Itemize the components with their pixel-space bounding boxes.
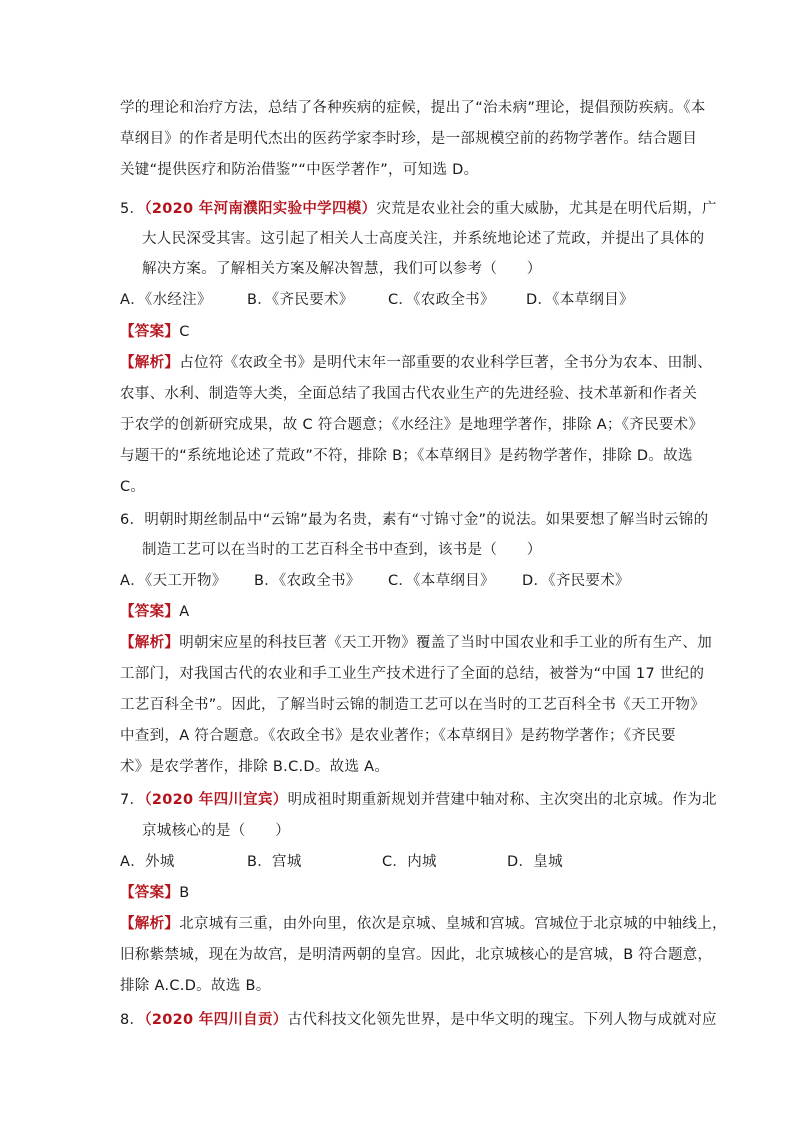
analysis-text: 旧称紫禁城，现在为故宫，是明清两朝的皇宫。因此，北京城核心的是宫城，B 符合题意，: [120, 947, 713, 963]
option-b: B．宫城: [247, 854, 302, 870]
analysis-text: 工艺百科全书”。因此，了解当时云锦的制造工艺可以在当时的工艺百科全书《天工开物》: [120, 697, 706, 713]
analysis-text: 于农学的创新研究成果，故 C 符合题意；《水经注》是地理学著作，排除 A；《齐民要术》: [120, 417, 704, 433]
answer-label: 【答案】: [120, 604, 180, 620]
question-number: 8．: [120, 1012, 145, 1028]
answer-value: A: [179, 604, 190, 620]
question-7-options: [120, 852, 563, 872]
answer-label: 【答案】: [120, 324, 180, 340]
question-text: 古代科技文化领先世界，是中华文明的瑰宝。下列人物与成就对应: [287, 1012, 717, 1028]
answer-line: [120, 883, 189, 903]
analysis-text: 农事、水利、制造等大类，全面总结了我国古代农业生产的先进经验、技术革新和作者关: [120, 386, 698, 402]
analysis-label: 【解析】: [120, 635, 180, 651]
analysis-line: [120, 914, 727, 934]
analysis-line: [120, 353, 712, 373]
text-line: 学的理论和治疗方法，总结了各种疾病的症候，提出了“治未病”理论，提倡预防疾病。《本: [120, 100, 706, 116]
question-number: 5．: [120, 201, 145, 217]
analysis-text: C。: [120, 479, 146, 495]
option-a: A．《水经注》: [120, 292, 212, 308]
option-d: D．《齐民要术》: [522, 573, 630, 589]
option-c: C．《本草纲目》: [388, 573, 495, 589]
analysis-text: 术》是农学著作，排除 B.C.D。故选 A。: [120, 759, 390, 775]
question-7-stem: [120, 790, 717, 810]
question-text: 大人民深受其害。这引起了相关人士高度关注，并系统地论述了荒政，并提出了具体的: [142, 231, 705, 247]
answer-value: B: [179, 885, 190, 901]
analysis-text: 占位符《农政全书》是明代末年一部重要的农业科学巨著，全书分为农本、田制、: [179, 355, 712, 371]
option-a: A．《天工开物》: [120, 573, 227, 589]
question-6-options: [120, 571, 630, 591]
option-d: D．皇城: [507, 854, 563, 870]
text-line: 草纲目》的作者是明代杰出的医药学家李时珍，是一部规模空前的药物学著作。结合题目: [120, 131, 698, 147]
text-line: 关键“提供医疗和防治借鉴”“中医学著作”，可知选 D。: [120, 162, 479, 178]
option-a: A．外城: [120, 854, 175, 870]
question-text: 京城核心的是（ ）: [142, 823, 290, 839]
option-d: D．《本草纲目》: [526, 292, 634, 308]
analysis-text: 工部门，对我国古代的农业和手工业生产技术进行了全面的总结，被誉为“中国 17 世纪的: [120, 666, 705, 682]
analysis-label: 【解析】: [120, 355, 180, 371]
option-c: C．《农政全书》: [388, 292, 495, 308]
question-text: 明成祖时期重新规划并营建中轴对称、主次突出的北京城。作为北: [287, 792, 717, 808]
answer-line: [120, 602, 189, 622]
analysis-label: 【解析】: [120, 916, 180, 932]
answer-label: 【答案】: [120, 885, 180, 901]
question-text: 灾荒是农业社会的重大威胁，尤其是在明代后期，广: [376, 201, 717, 217]
option-c: C．内城: [382, 854, 437, 870]
option-b: B．《齐民要术》: [247, 292, 354, 308]
question-5-options: [120, 290, 634, 310]
option-b: B．《农政全书》: [254, 573, 361, 589]
question-source: （2020 年四川自贡）: [144, 1012, 288, 1028]
question-number: 7．: [120, 792, 145, 808]
analysis-text: 北京城有三重，由外向里，依次是京城、皇城和宫城。宫城位于北京城的中轴线上，: [179, 916, 727, 932]
analysis-text: 明朝宋应星的科技巨著《天工开物》覆盖了当时中国农业和手工业的所有生产、加: [179, 635, 712, 651]
analysis-text: 中查到，A 符合题意。《农政全书》是农业著作；《本草纲目》是药物学著作；《齐民要: [120, 728, 676, 744]
question-source: （2020 年河南濮阳实验中学四模）: [144, 201, 377, 217]
question-6-stem: 6．明朝时期丝制品中“云锦”最为名贵，素有“寸锦寸金”的说法。如果要想了解当时云锦的: [120, 512, 709, 528]
question-source: （2020 年四川宜宾）: [144, 792, 288, 808]
question-text: 解决方案。了解相关方案及解决智慧，我们可以参考（ ）: [142, 261, 542, 277]
question-text: 制造工艺可以在当时的工艺百科全书中查到，该书是（ ）: [142, 542, 542, 558]
analysis-line: [120, 633, 712, 653]
answer-line: [120, 322, 190, 342]
analysis-text: 排除 A.C.D。故选 B。: [120, 978, 271, 994]
answer-value: C: [179, 324, 190, 340]
question-8-stem: [120, 1010, 717, 1030]
question-5-stem: [120, 199, 717, 219]
analysis-text: 与题干的“系统地论述了荒政”不符，排除 B；《本草纲目》是药物学著作，排除 D。故选: [120, 448, 693, 464]
